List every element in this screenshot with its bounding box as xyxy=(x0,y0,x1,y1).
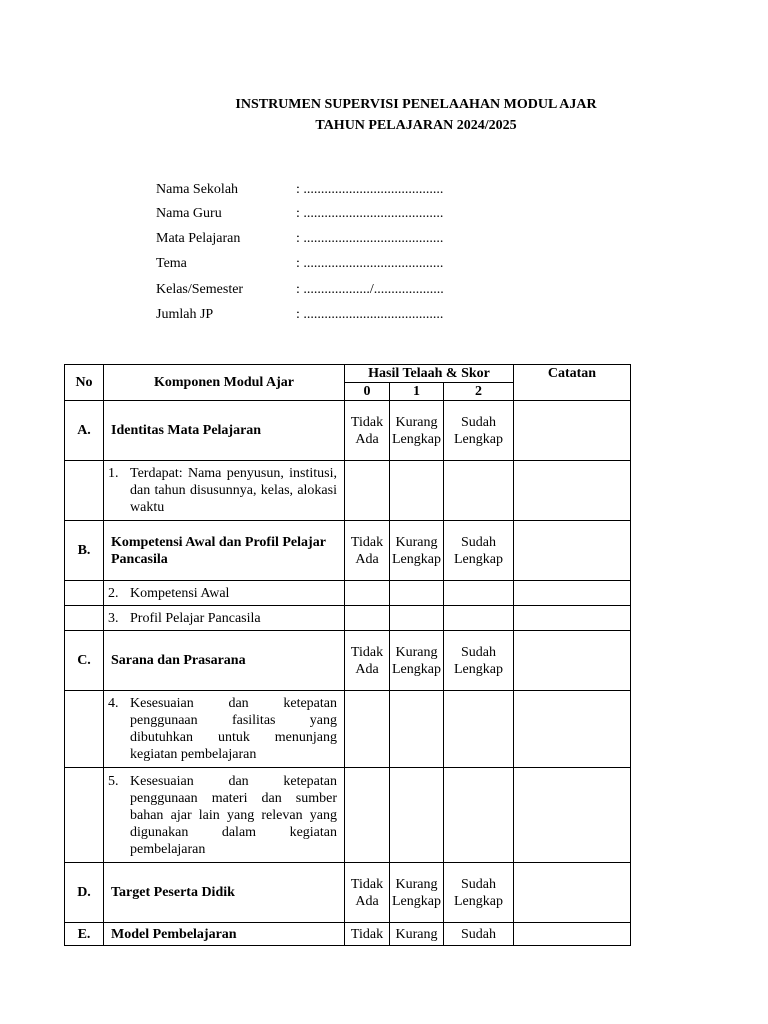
info-value: : ........................................ xyxy=(296,256,444,271)
section-title: Target Peserta Didik xyxy=(104,863,345,923)
section-number: E. xyxy=(65,923,104,946)
score-0-label: Tidak Ada xyxy=(345,521,390,581)
info-label: Nama Sekolah xyxy=(156,182,239,197)
document-title: INSTRUMEN SUPERVISI PENELAAHAN MODUL AJAR xyxy=(235,97,597,112)
info-value: : .................../.................... xyxy=(296,282,444,297)
no-cell xyxy=(65,768,104,863)
score-0-label: Tidak Ada xyxy=(345,401,390,461)
item-text: Kompetensi Awal xyxy=(130,585,230,601)
header-notes: Catatan xyxy=(514,365,631,401)
notes-cell xyxy=(514,631,631,691)
score-cell xyxy=(390,691,444,768)
item-text: Kesesuaian dan ketepatan penggunaan materi dan sumber bahan ajar lain yang relevan yang digunakan dalam kegiatan pembelajaran xyxy=(130,773,337,857)
score-cell xyxy=(444,606,514,631)
section-row xyxy=(65,923,631,946)
info-label: Jumlah JP xyxy=(156,307,214,322)
document-subtitle: TAHUN PELAJARAN 2024/2025 xyxy=(315,118,517,133)
header-score-1: 1 xyxy=(390,383,444,401)
info-value: : ........................................ xyxy=(296,231,444,246)
score-cell xyxy=(444,691,514,768)
notes-cell xyxy=(514,768,631,863)
table-row xyxy=(65,581,631,606)
header-score-0: 0 xyxy=(345,383,390,401)
item-number: 2. xyxy=(108,585,119,601)
score-2-label: Sudah Lengkap xyxy=(444,863,514,923)
table-row xyxy=(65,768,631,863)
score-1-label: Kurang Lengkap xyxy=(390,521,444,581)
table-row xyxy=(65,691,631,768)
score-2-label: Sudah Lengkap xyxy=(444,401,514,461)
score-0-label: Tidak Ada xyxy=(345,631,390,691)
item-cell xyxy=(104,581,345,606)
score-cell xyxy=(345,691,390,768)
notes-cell xyxy=(514,606,631,631)
header-component: Komponen Modul Ajar xyxy=(104,365,345,401)
item-cell xyxy=(104,461,345,521)
table-row xyxy=(65,606,631,631)
section-title: Sarana dan Prasarana xyxy=(104,631,345,691)
score-cell xyxy=(444,768,514,863)
item-text: Terdapat: Nama penyusun, institusi, dan tahun disusunnya, kelas, alokasi waktu xyxy=(130,466,337,515)
section-number: A. xyxy=(65,401,104,461)
section-number: D. xyxy=(65,863,104,923)
no-cell xyxy=(65,581,104,606)
section-number: C. xyxy=(65,631,104,691)
score-cell xyxy=(345,768,390,863)
rubric-table xyxy=(64,364,631,946)
item-cell xyxy=(104,606,345,631)
score-0-label: Tidak xyxy=(345,923,390,946)
no-cell xyxy=(65,691,104,768)
score-cell xyxy=(444,461,514,521)
score-2-label: Sudah Lengkap xyxy=(444,631,514,691)
header-result: Hasil Telaah & Skor xyxy=(345,365,514,383)
score-1-label: Kurang Lengkap xyxy=(390,631,444,691)
score-2-label: Sudah xyxy=(444,923,514,946)
header-score-2: 2 xyxy=(444,383,514,401)
item-cell xyxy=(104,691,345,768)
score-cell xyxy=(345,606,390,631)
section-row xyxy=(65,401,631,461)
item-number: 1. xyxy=(108,466,119,481)
score-cell xyxy=(345,581,390,606)
score-0-label: Tidak Ada xyxy=(345,863,390,923)
notes-cell xyxy=(514,521,631,581)
section-title: Identitas Mata Pelajaran xyxy=(104,401,345,461)
score-cell xyxy=(390,461,444,521)
score-cell xyxy=(390,768,444,863)
item-cell xyxy=(104,768,345,863)
item-number: 4. xyxy=(108,696,119,711)
section-title: Model Pembelajaran xyxy=(104,923,345,946)
info-value: : ........................................ xyxy=(296,307,444,322)
notes-cell xyxy=(514,923,631,946)
notes-cell xyxy=(514,461,631,521)
no-cell xyxy=(65,461,104,521)
info-label: Mata Pelajaran xyxy=(156,231,241,246)
no-cell xyxy=(65,606,104,631)
section-row xyxy=(65,631,631,691)
notes-cell xyxy=(514,581,631,606)
score-1-label: Kurang Lengkap xyxy=(390,401,444,461)
info-label: Kelas/Semester xyxy=(156,282,244,297)
item-number: 3. xyxy=(108,610,119,626)
score-cell xyxy=(390,606,444,631)
section-number: B. xyxy=(65,521,104,581)
item-number: 5. xyxy=(108,773,119,789)
score-2-label: Sudah Lengkap xyxy=(444,521,514,581)
score-cell xyxy=(390,581,444,606)
info-value: : ........................................ xyxy=(296,182,444,197)
score-1-label: Kurang xyxy=(390,923,444,946)
section-title: Kompetensi Awal dan Profil Pelajar Pancasila xyxy=(104,521,345,581)
header-no: No xyxy=(65,365,104,401)
info-label: Tema xyxy=(156,256,187,271)
notes-cell xyxy=(514,401,631,461)
table-header-row xyxy=(65,365,631,383)
item-text: Profil Pelajar Pancasila xyxy=(130,610,261,626)
score-cell xyxy=(345,461,390,521)
score-1-label: Kurang Lengkap xyxy=(390,863,444,923)
score-cell xyxy=(444,581,514,606)
item-text: Kesesuaian dan ketepatan penggunaan fasilitas yang dibutuhkan untuk menunjang kegiatan pembelajaran xyxy=(130,696,337,762)
info-value: : ........................................ xyxy=(296,206,444,221)
table-row xyxy=(65,461,631,521)
section-row xyxy=(65,863,631,923)
info-label: Nama Guru xyxy=(156,206,222,221)
section-row xyxy=(65,521,631,581)
notes-cell xyxy=(514,691,631,768)
notes-cell xyxy=(514,863,631,923)
